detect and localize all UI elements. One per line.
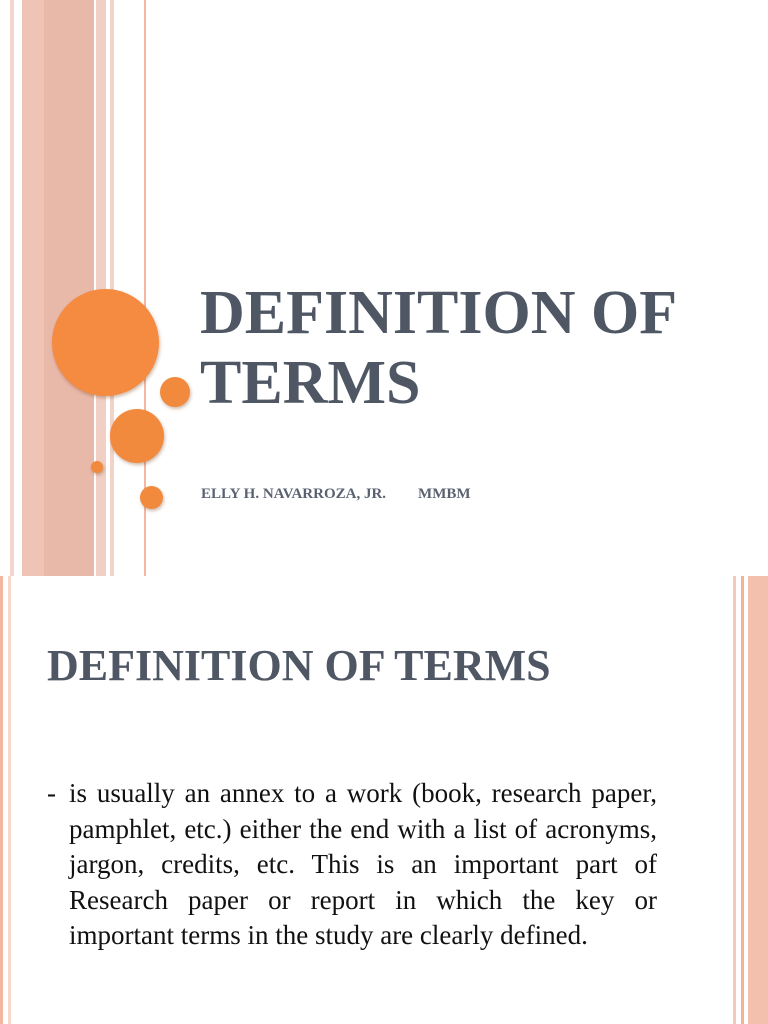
slide-heading: DEFINITION OF TERMS (47, 641, 551, 690)
content-slide (0, 576, 768, 1024)
decorative-circle-small (140, 486, 163, 509)
decorative-circle-medium (110, 409, 164, 463)
slide-subtitle (201, 486, 701, 503)
decorative-stripe (8, 576, 11, 1024)
decorative-stripe (10, 0, 14, 576)
decorative-stripe (44, 0, 94, 576)
decorative-stripe (741, 576, 744, 1024)
decorative-stripe (110, 0, 114, 576)
decorative-stripe (748, 576, 768, 1024)
decorative-stripe (0, 576, 3, 1024)
decorative-stripe (733, 576, 736, 1024)
author-affiliation: MMBM (418, 486, 471, 502)
author-name: ELLY H. NAVARROZA, JR. (201, 486, 387, 502)
decorative-circle-tiny (91, 461, 103, 473)
bullet-marker: - (47, 778, 56, 808)
definition-paragraph (47, 776, 657, 954)
definition-text: is usually an annex to a work (book, research paper, pamphlet, etc.) either the end with a list of acronyms, jargon, credits, etc. This is an important part of Research paper or report in which the key or important terms in the study are clearly defined. (69, 778, 657, 950)
decorative-circle-small (160, 377, 190, 407)
decorative-stripe (22, 0, 44, 576)
decorative-circle-large (52, 289, 159, 396)
slide-title: DEFINITION OF TERMS (200, 279, 675, 417)
decorative-stripe (96, 0, 106, 576)
